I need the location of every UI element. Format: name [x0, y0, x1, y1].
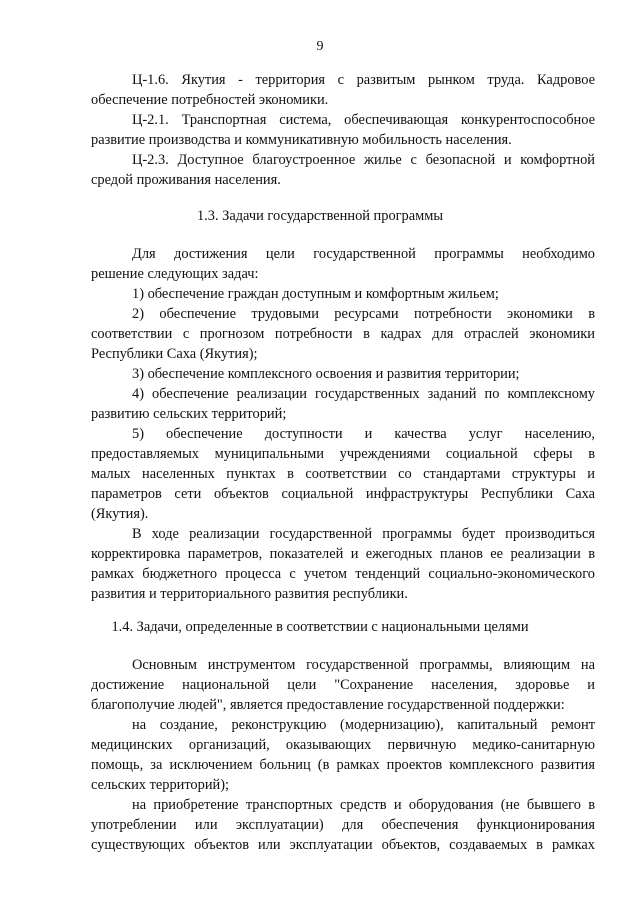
section-1-4-p1-line-1: Основным инструментом государственной программы, влияющим на — [132, 657, 595, 673]
target-1-6-line-1: Ц-1.6. Якутия - территория с развитым рынком труда. Кадровое — [132, 72, 595, 88]
section-1-3-intro-line-1: Для достижения цели государственной программы необходимо — [132, 246, 595, 262]
section-1-4-p1-line-3: благополучие людей", является предоставление государственной поддержки: — [91, 697, 565, 713]
section-1-3-heading: 1.3. Задачи государственной программы — [196, 208, 444, 224]
task-5-line-4: параметров сети объектов социальной инфраструктуры Республики Саха — [91, 486, 595, 502]
target-2-3-line-1: Ц-2.3. Доступное благоустроенное жилье с безопасной и комфортной — [132, 152, 595, 168]
section-1-4-p2-line-1: на создание, реконструкцию (модернизацию), капитальный ремонт — [132, 717, 595, 733]
target-2-3-line-2: средой проживания населения. — [91, 172, 281, 188]
task-2-line-2: соответствии с прогнозом потребности в кадрах для отраслей экономики — [91, 326, 595, 342]
task-5-line-3: малых населенных пунктах в соответствии со стандартами структуры и — [91, 466, 595, 482]
task-2-line-3: Республики Саха (Якутия); — [91, 346, 258, 362]
task-3: 3) обеспечение комплексного освоения и развития территории; — [132, 366, 520, 382]
section-1-4-p3-line-3: существующих объектов или эксплуатации объектов, создаваемых в рамках — [91, 837, 595, 853]
note-line-2: корректировка параметров, показателей и ежегодных планов ее реализации в — [91, 546, 595, 562]
target-2-1-line-2: развитие производства и коммуникативную мобильность населения. — [91, 132, 512, 148]
note-line-3: рамках бюджетного процесса с учетом тенденций социально-экономического — [91, 566, 595, 582]
section-1-4-heading: 1.4. Задачи, определенные в соответствии с национальными целями — [111, 619, 529, 635]
task-1: 1) обеспечение граждан доступным и комфортным жильем; — [132, 286, 499, 302]
task-2-line-1: 2) обеспечение трудовыми ресурсами потребности экономики в — [132, 306, 595, 322]
task-4-line-2: развитию сельских территорий; — [91, 406, 287, 422]
section-1-4-p3-line-1: на приобретение транспортных средств и оборудования (не бывшего в — [132, 797, 595, 813]
target-1-6-line-2: обеспечение потребностей экономики. — [91, 92, 329, 108]
task-5-line-2: предоставляемых муниципальными учреждениями социальной сферы в — [91, 446, 595, 462]
note-line-1: В ходе реализации государственной программы будет производиться — [132, 526, 595, 542]
target-2-1-line-1: Ц-2.1. Транспортная система, обеспечивающая конкурентоспособное — [132, 112, 595, 128]
task-4-line-1: 4) обеспечение реализации государственных заданий по комплексному — [132, 386, 595, 402]
page-number: 9 — [316, 39, 324, 54]
note-line-4: развития и территориального развития республики. — [91, 586, 408, 602]
section-1-4-p3-line-2: употреблении или эксплуатации) для обеспечения функционирования — [91, 817, 595, 833]
task-5-line-1: 5) обеспечение доступности и качества услуг населению, — [132, 426, 595, 442]
section-1-4-p2-line-3: помощь, за исключением больниц (в рамках проектов комплексного развития — [91, 757, 595, 773]
task-5-line-5: (Якутия). — [91, 506, 149, 522]
section-1-4-p2-line-4: сельских территорий); — [91, 777, 230, 793]
section-1-4-p1-line-2: достижение национальной цели "Сохранение населения, здоровье и — [91, 677, 595, 693]
section-1-3-intro-line-2: решение следующих задач: — [91, 266, 259, 282]
section-1-4-p2-line-2: медицинских организаций, оказывающих первичную медико-санитарную — [91, 737, 595, 753]
